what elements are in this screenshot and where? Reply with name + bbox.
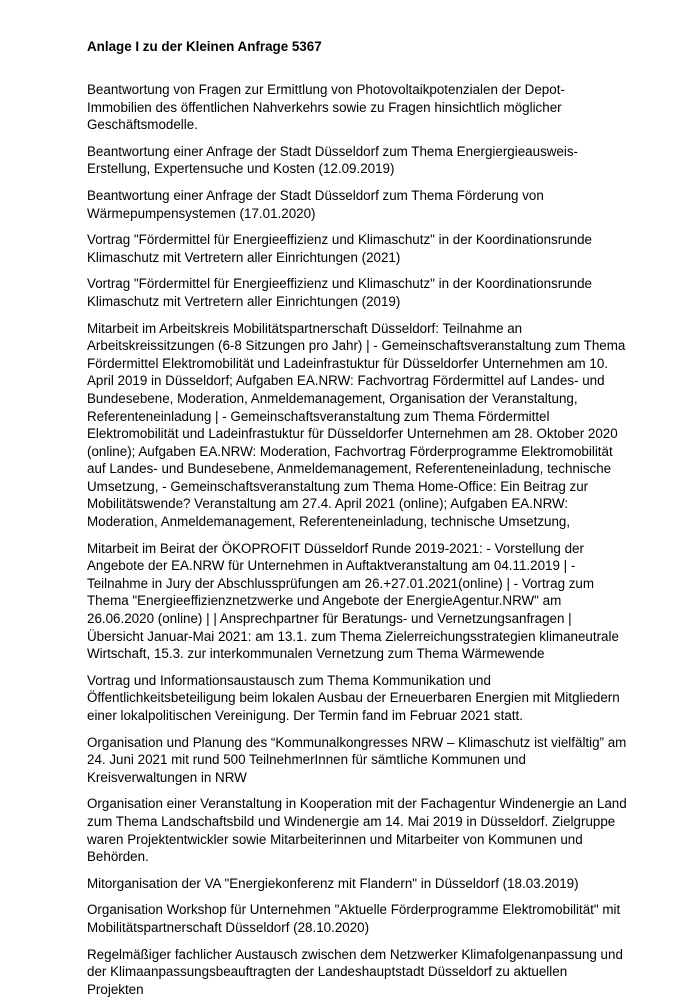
- entry-paragraph: Vortrag "Fördermittel für Energieeffizienz und Klimaschutz" in der Koordinationsrunde Klimaschutz mit Vertretern aller Einrichtungen (2019): [87, 276, 592, 309]
- entry-paragraph: Vortrag "Fördermittel für Energieeffizienz und Klimaschutz" in der Koordinationsrunde Klimaschutz mit Vertretern aller Einrichtungen (2021): [87, 232, 592, 265]
- entry-paragraph: Organisation und Planung des “Kommunalkongresses NRW – Klimaschutz ist vielfältig” am 24. Juni 2021 mit rund 500 TeilnehmerInnen für sämtliche Kommunen und Kreisverwaltungen in NRW: [87, 734, 627, 785]
- entry-paragraph: Beantwortung einer Anfrage der Stadt Düsseldorf zum Thema Förderung von Wärmepumpensystemen (17.01.2020): [87, 187, 544, 221]
- entry-paragraph: Beantwortung von Fragen zur Ermittlung von Photovoltaikpotenzialen der Depot-Immobilien des öffentlichen Nahverkehrs sowie zu Fragen hinsichtlich möglicher Geschäftsmodelle.: [87, 82, 565, 133]
- entry-paragraph: Regelmäßiger fachlicher Austausch zwischen dem Netzwerker Klimafolgenanpassung und der Klimaanpassungsbeauftragten der Landeshauptstadt Düsseldorf zu aktuellen Projekten: [87, 946, 623, 997]
- entry-paragraph: Mitarbeit im Arbeitskreis Mobilitätspartnerschaft Düsseldorf: Teilnahme an Arbeitskreissitzungen (6-8 Sitzungen pro Jahr) | - Gemeinschaftsveranstaltung zum Thema Fördermittel Elektromobilität und Ladeinfrastuktur für Düsseldorfer Unternehmen am 10. April 2019 in Düsseldorf; Aufgaben EA.NRW: Fachvortrag Fördermittel auf Landes- und Bundesebene, Moderation, Anmeldemanagement, Organisation der Veranstaltung, Referenteneinladung | - Gemeinschaftsveranstaltung zum Thema Fördermittel Elektromobilität und Ladeinfrastuktur für Düsseldorfer Unternehmen am 28. Oktober 2020 (online); Aufgaben EA.NRW: Moderation, Fachvortrag Förderprogramme Elektromobilität auf Landes- und Bundesebene, Anmeldemanagement, Referenteneinladung, technische Umsetzung, - Gemeinschaftsveranstaltung zum Thema Home-Office: Ein Beitrag zur Mobilitätswende? Veranstaltung am 27.4. April 2021 (online); Aufgaben EA.NRW: Moderation, Anmeldemanagement, Referenteneinladung, technische Umsetzung,: [87, 320, 626, 530]
- entry-paragraph: Mitorganisation der VA "Energiekonferenz mit Flandern" in Düsseldorf (18.03.2019): [87, 875, 579, 891]
- entry-paragraph: Beantwortung einer Anfrage der Stadt Düsseldorf zum Thema Energiergieausweis-Erstellung, Expertensuche und Kosten (12.09.2019): [87, 143, 579, 177]
- document-heading: Anlage I zu der Kleinen Anfrage 5367: [87, 39, 322, 54]
- document-page: [87, 38, 627, 1007]
- entry-paragraph: Organisation einer Veranstaltung in Kooperation mit der Fachagentur Windenergie an Land zum Thema Landschaftsbild und Windenergie am 14. Mai 2019 in Düsseldorf. Zielgruppe waren Projektentwickler sowie Mitarbeiterinnen und Mitarbeiter von Kommunen und Behörden.: [87, 796, 627, 865]
- entry-paragraph: Mitarbeit im Beirat der ÖKOPROFIT Düsseldorf Runde 2019-2021: - Vorstellung der Angebote der EA.NRW für Unternehmen in Auftaktveranstaltung am 04.11.2019 | - Teilnahme in Jury der Abschlussprüfungen am 26.+27.01.2021(online) | - Vortrag zum Thema "Energieeffizienznetzwerke und Angebote der EnergieAgentur.NRW" am 26.06.2020 (online) | | Ansprechpartner für Beratungs- und Vernetzungsanfragen | Übersicht Januar-Mai 2021: am 13.1. zum Thema Zielerreichungsstrategien klimaneutrale Wirtschaft, 15.3. zur interkommunalen Vernetzung zum Thema Wärmewende: [87, 540, 619, 662]
- entry-paragraph: Vortrag und Informationsaustausch zum Thema Kommunikation und Öffentlichkeitsbeteiligung beim lokalen Ausbau der Erneuerbaren Energien mit Mitgliedern einer lokalpolitischen Vereinigung. Der Termin fand im Februar 2021 statt.: [87, 672, 620, 723]
- entry-paragraph: Organisation Workshop für Unternehmen "Aktuelle Förderprogramme Elektromobilität" mit Mobilitätspartnerschaft Düsseldorf (28.10.2020): [87, 902, 621, 935]
